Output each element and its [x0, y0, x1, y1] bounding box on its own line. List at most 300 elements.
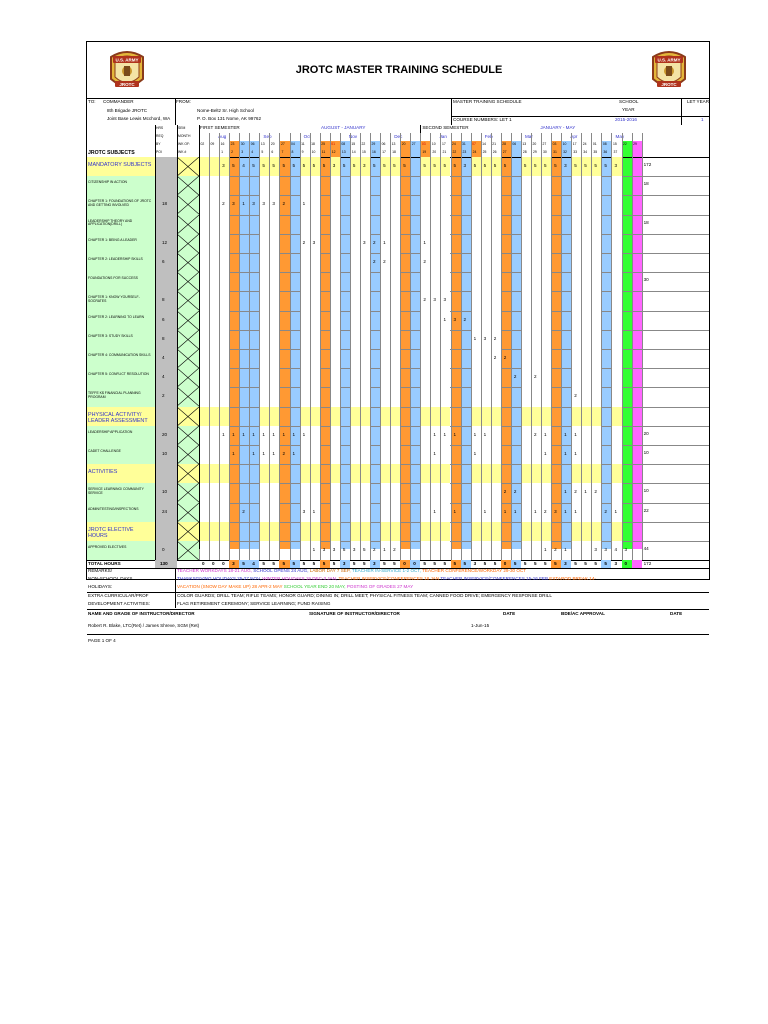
- week-cell: [571, 253, 581, 272]
- week-cell: [310, 311, 320, 330]
- week-cell: [440, 503, 450, 522]
- week-number: 27: [502, 150, 507, 154]
- week-of: 17: [441, 142, 446, 146]
- hours-value: 1: [453, 508, 457, 514]
- row-shade: [87, 445, 155, 464]
- gridline: [290, 157, 291, 560]
- hours-value: 3: [554, 508, 557, 514]
- week-cell: [481, 234, 491, 253]
- week-cell: [611, 464, 621, 483]
- week-cell: [390, 311, 400, 330]
- week-of: 20: [401, 142, 406, 146]
- total-hours-value: 5: [443, 561, 446, 567]
- week-cell: [199, 503, 209, 522]
- week-cell: [591, 349, 601, 368]
- side-label: REQ: [156, 134, 164, 138]
- subject-label: CHAPTER 2: LEARNING TO LEARN: [88, 314, 145, 319]
- week-cell: [571, 311, 581, 330]
- week-cell: [581, 503, 591, 522]
- divider: [199, 125, 200, 549]
- hrs-cell: [155, 522, 177, 541]
- option-x-mark-icon: [177, 272, 199, 291]
- week-cell: [541, 215, 551, 234]
- week-cell: [591, 522, 601, 541]
- week-cell: [390, 464, 400, 483]
- week-cell: [330, 234, 340, 253]
- school-year-label2: YEAR: [622, 107, 635, 112]
- hours-value: 5: [604, 163, 607, 168]
- row-shade: [87, 368, 155, 387]
- column-shade: [461, 141, 471, 549]
- week-of: 07: [472, 142, 476, 146]
- week-cell: [481, 291, 491, 310]
- school-year-label: SCHOOL: [619, 99, 639, 104]
- hours-value: 1: [423, 239, 426, 245]
- total-hours-value: 5: [453, 561, 457, 567]
- week-cell: [591, 195, 601, 214]
- hours-value: 5: [393, 163, 396, 168]
- week-cell: [611, 483, 621, 502]
- week-cell: [531, 311, 541, 330]
- week-number: 4: [251, 150, 254, 154]
- hours-value: 3: [463, 163, 467, 168]
- total-hours-value: 5: [533, 561, 537, 567]
- subject-label: APPROVED ELECTIVES: [88, 545, 127, 549]
- week-cell: [420, 407, 430, 426]
- week-cell: [430, 387, 440, 406]
- week-number: 11: [321, 150, 326, 154]
- week-cell: [300, 253, 310, 272]
- week-number: 13: [341, 150, 346, 154]
- gridline: [400, 157, 401, 560]
- week-cell: [541, 176, 551, 195]
- week-cell: [571, 330, 581, 349]
- total-hours-value: 0: [403, 561, 406, 567]
- hours-value: 1: [564, 431, 567, 437]
- row-total: 44: [643, 546, 649, 551]
- subject-label: CHAPTER 4: COMMUNICATION SKILLS: [88, 353, 151, 357]
- gridline: [481, 157, 482, 560]
- week-cell: [430, 234, 440, 253]
- option-x-mark-icon: [177, 483, 199, 502]
- week-number: 25: [482, 150, 487, 154]
- week-cell: [481, 195, 491, 214]
- week-cell: [571, 215, 581, 234]
- hours-value: 3: [604, 547, 607, 552]
- divider: [177, 125, 178, 157]
- gridline: [209, 157, 210, 560]
- week-cell: [430, 464, 440, 483]
- week-cell: [269, 407, 279, 426]
- week-of: 13: [391, 142, 396, 146]
- week-cell: [199, 426, 209, 445]
- hrs-cell: [155, 368, 177, 387]
- week-cell: [199, 253, 209, 272]
- option-x-mark-icon: [177, 407, 199, 426]
- hrs-cell: [155, 253, 177, 272]
- week-cell: [350, 311, 360, 330]
- week-cell: [360, 445, 370, 464]
- gridline: [511, 157, 512, 560]
- hours-value: 2: [503, 489, 507, 495]
- side-label: POI: [156, 150, 162, 154]
- total-hours-value: 4: [252, 561, 255, 567]
- week-cell: [591, 234, 601, 253]
- week-number: 33: [573, 150, 577, 154]
- week-cell: [269, 253, 279, 272]
- week-cell: [209, 445, 219, 464]
- remarks-segment: TEACHER INSERVICE/CONFERENCES 18 JAN: [338, 576, 441, 582]
- week-cell: [471, 272, 481, 291]
- week-cell: [440, 253, 450, 272]
- required-hours: 8: [162, 335, 165, 341]
- hours-value: 1: [302, 431, 306, 437]
- row-total: 22: [643, 507, 649, 513]
- side-label: HRS: [156, 126, 164, 130]
- hours-value: 2: [574, 393, 577, 399]
- week-cell: [491, 426, 501, 445]
- week-of: 24: [452, 142, 456, 146]
- week-cell: [581, 445, 591, 464]
- page-title: JROTC MASTER TRAINING SCHEDULE: [295, 64, 503, 76]
- week-cell: [269, 349, 279, 368]
- hours-value: 5: [574, 163, 577, 168]
- week-number: 29: [532, 150, 537, 154]
- divider: [420, 125, 421, 133]
- week-cell: [269, 464, 279, 483]
- week-cell: [521, 349, 531, 368]
- week-cell: [571, 234, 581, 253]
- week-of: 08: [602, 142, 607, 146]
- gridline: [420, 157, 421, 560]
- week-cell: [259, 503, 269, 522]
- hours-value: 3: [272, 201, 275, 207]
- week-cell: [430, 253, 440, 272]
- week-cell: [259, 387, 269, 406]
- week-cell: [259, 330, 269, 349]
- week-cell: [269, 541, 279, 560]
- row-shade: [87, 311, 155, 330]
- divider: [87, 609, 709, 610]
- subject-label: CHAPTER 1: FOUNDATIONS OF JROTC AND GETTING INVOLVED: [88, 199, 152, 208]
- week-of: 02: [200, 142, 205, 146]
- hours-value: 1: [483, 508, 487, 514]
- week-cell: [360, 195, 370, 214]
- week-cell: [440, 234, 450, 253]
- week-cell: [269, 483, 279, 502]
- week-cell: [521, 176, 531, 195]
- week-cell: [471, 503, 481, 522]
- week-cell: [219, 368, 229, 387]
- option-x-mark-icon: [177, 522, 199, 541]
- week-number: 12: [331, 150, 336, 154]
- week-cell: [330, 522, 340, 541]
- required-hours: 18: [162, 201, 168, 207]
- semester-first-label: FIRST SEMESTER: [200, 125, 240, 130]
- week-cell: [491, 195, 501, 214]
- week-cell: [360, 176, 370, 195]
- option-x-mark-icon: [177, 291, 199, 310]
- subject-label: SERVICE LEARNING/ COMMUNITY SERVICE: [88, 487, 144, 496]
- week-cell: [581, 234, 591, 253]
- week-cell: [300, 483, 310, 502]
- week-cell: [581, 215, 591, 234]
- week-cell: [330, 215, 340, 234]
- week-cell: [269, 272, 279, 291]
- week-cell: [591, 272, 601, 291]
- week-number: 23: [462, 150, 467, 154]
- column-shade: [501, 141, 511, 549]
- week-cell: [360, 503, 370, 522]
- logo-bottom-text: JROTC: [661, 82, 677, 87]
- week-cell: [531, 445, 541, 464]
- week-cell: [591, 291, 601, 310]
- row-shade: [87, 541, 155, 560]
- week-cell: [541, 483, 551, 502]
- hours-value: 1: [473, 431, 477, 437]
- week-number: 7: [281, 150, 284, 154]
- gridline: [239, 157, 240, 560]
- week-cell: [259, 464, 269, 483]
- hours-value: 5: [594, 163, 597, 168]
- week-cell: [259, 253, 269, 272]
- subject-label: TEFFE K$ FINANCIAL PLANNING PROGRAM: [88, 391, 141, 400]
- week-cell: [390, 330, 400, 349]
- week-cell: [209, 330, 219, 349]
- hours-value: 4: [242, 163, 245, 168]
- week-cell: [259, 483, 269, 502]
- subject-label: CHAPTER 1: BEING A LEADER: [88, 237, 137, 242]
- week-cell: [219, 407, 229, 426]
- week-cell: [209, 368, 219, 387]
- week-cell: [481, 253, 491, 272]
- hours-value: 2: [373, 239, 376, 245]
- week-number: 17: [382, 150, 386, 154]
- week-cell: [380, 215, 390, 234]
- week-number: 8: [291, 150, 294, 154]
- row-total: 18: [643, 181, 649, 187]
- hours-value: 2: [463, 316, 467, 322]
- week-number: 18: [392, 150, 396, 154]
- week-cell: [350, 407, 360, 426]
- week-cell: [390, 445, 400, 464]
- row-shade: [87, 426, 155, 445]
- week-cell: [440, 349, 450, 368]
- hrs-cell: [155, 176, 177, 195]
- total-hours-value: 5: [554, 561, 557, 567]
- week-cell: [611, 426, 621, 445]
- week-cell: [199, 330, 209, 349]
- week-cell: [380, 445, 390, 464]
- subject-label: ACTIVITIES: [88, 469, 118, 476]
- week-cell: [350, 215, 360, 234]
- week-cell: [430, 483, 440, 502]
- week-cell: [521, 368, 531, 387]
- hours-value: 1: [574, 508, 577, 514]
- week-cell: [541, 464, 551, 483]
- hours-value: 5: [342, 163, 346, 168]
- option-x-mark-icon: [177, 541, 199, 560]
- hours-value: 5: [312, 163, 316, 168]
- week-cell: [541, 330, 551, 349]
- week-number: 36: [603, 150, 608, 154]
- week-cell: [219, 464, 229, 483]
- hours-value: 2: [242, 508, 245, 514]
- week-cell: [219, 349, 229, 368]
- hours-value: 1: [262, 431, 265, 437]
- gridline: [229, 157, 230, 560]
- week-cell: [300, 215, 310, 234]
- week-cell: [310, 426, 320, 445]
- hours-value: 2: [222, 201, 225, 207]
- week-cell: [531, 291, 541, 310]
- gridline: [320, 157, 321, 560]
- hours-value: 3: [232, 201, 235, 207]
- hrs-cell: [155, 157, 177, 176]
- week-cell: [199, 522, 209, 541]
- gridline: [611, 157, 612, 560]
- divider: [87, 634, 709, 635]
- week-cell: [481, 541, 491, 560]
- gridline: [642, 157, 643, 560]
- let-year-value: 1: [701, 117, 704, 122]
- week-cell: [300, 445, 310, 464]
- week-cell: [310, 349, 320, 368]
- total-hours-value: 5: [604, 561, 607, 567]
- week-cell: [390, 483, 400, 502]
- hours-value: 5: [342, 547, 346, 552]
- hours-value: 2: [533, 431, 537, 437]
- week-cell: [360, 330, 370, 349]
- total-hours-value: 0: [624, 561, 628, 567]
- week-cell: [541, 272, 551, 291]
- week-cell: [300, 541, 310, 560]
- week-of: 24: [582, 142, 587, 146]
- week-cell: [350, 176, 360, 195]
- week-cell: [471, 311, 481, 330]
- hours-value: 1: [453, 431, 457, 437]
- hours-value: 5: [554, 163, 557, 168]
- week-cell: [440, 522, 450, 541]
- gridline: [561, 157, 562, 560]
- week-of: 13: [260, 142, 265, 146]
- week-cell: [440, 330, 450, 349]
- gridline: [461, 157, 462, 560]
- hours-value: 2: [493, 335, 497, 341]
- week-cell: [199, 387, 209, 406]
- week-cell: [209, 541, 219, 560]
- week-of: 06: [250, 142, 255, 146]
- week-cell: [390, 387, 400, 406]
- column-shade: [340, 141, 350, 549]
- month-label: Aug: [218, 134, 227, 139]
- side-label: MONTH: [178, 134, 191, 138]
- gridline: [300, 157, 301, 560]
- week-cell: [310, 522, 320, 541]
- subject-label: CHAPTER 5: CONFLICT RESOLUTION: [88, 372, 149, 377]
- week-cell: [521, 272, 531, 291]
- week-cell: [541, 522, 551, 541]
- week-cell: [209, 503, 219, 522]
- week-cell: [199, 157, 209, 176]
- subject-label: LEADERSHIP APPLICATION: [88, 429, 133, 434]
- hours-value: 1: [232, 451, 235, 456]
- column-shade: [410, 141, 420, 549]
- week-cell: [219, 176, 229, 195]
- required-hours: 4: [162, 355, 165, 360]
- week-cell: [209, 234, 219, 253]
- week-cell: [259, 349, 269, 368]
- week-cell: [611, 330, 621, 349]
- week-cell: [440, 407, 450, 426]
- week-cell: [591, 176, 601, 195]
- week-cell: [259, 522, 269, 541]
- week-of: 28: [502, 142, 507, 146]
- week-cell: [531, 330, 541, 349]
- gridline: [330, 157, 331, 560]
- to-line: COMMANDER: [103, 99, 134, 104]
- week-cell: [330, 387, 340, 406]
- week-of: 27: [411, 142, 416, 146]
- week-cell: [591, 215, 601, 234]
- hours-value: 3: [564, 163, 567, 168]
- hours-value: 3: [483, 335, 487, 341]
- week-cell: [209, 176, 219, 195]
- from-line: Nome-Beltz Sr. High School: [197, 108, 254, 113]
- required-hours: 20: [162, 431, 168, 437]
- week-of: 01: [592, 142, 597, 146]
- week-cell: [420, 445, 430, 464]
- week-cell: [390, 234, 400, 253]
- week-cell: [521, 445, 531, 464]
- hours-value: 4: [614, 547, 618, 552]
- hours-value: 1: [252, 451, 255, 456]
- week-of: 25: [321, 142, 325, 146]
- option-x-mark-icon: [177, 234, 199, 253]
- extra-label: DEVELOPMENT ACTIVITIES:: [88, 601, 150, 607]
- week-cell: [471, 195, 481, 214]
- hours-value: 5: [473, 163, 477, 168]
- week-of: 01: [331, 142, 336, 146]
- week-cell: [310, 464, 320, 483]
- hours-value: 2: [574, 489, 577, 495]
- week-cell: [300, 330, 310, 349]
- total-hours-value: 5: [594, 561, 597, 567]
- week-cell: [491, 464, 501, 483]
- hours-value: 2: [302, 239, 306, 245]
- week-cell: [390, 426, 400, 445]
- week-cell: [430, 176, 440, 195]
- signature-date: 1-Jun-15: [471, 623, 490, 629]
- week-number: 3: [241, 150, 244, 154]
- week-cell: [471, 215, 481, 234]
- week-cell: [571, 272, 581, 291]
- week-cell: [360, 464, 370, 483]
- column-shade: [622, 141, 632, 549]
- option-x-mark-icon: [177, 253, 199, 272]
- week-cell: [611, 445, 621, 464]
- hours-value: 2: [282, 201, 286, 207]
- subject-label: PHYSICAL ACTIVITY/ LEADER ASSESSMENT: [88, 411, 148, 424]
- week-cell: [531, 253, 541, 272]
- total-hours-value: 5: [513, 561, 517, 567]
- week-cell: [481, 176, 491, 195]
- week-cell: [430, 522, 440, 541]
- week-cell: [531, 215, 541, 234]
- remarks-segment: THANKSGIVING HOLIDAYS 25-27 NOV,: [177, 576, 263, 582]
- week-cell: [531, 349, 541, 368]
- week-cell: [440, 368, 450, 387]
